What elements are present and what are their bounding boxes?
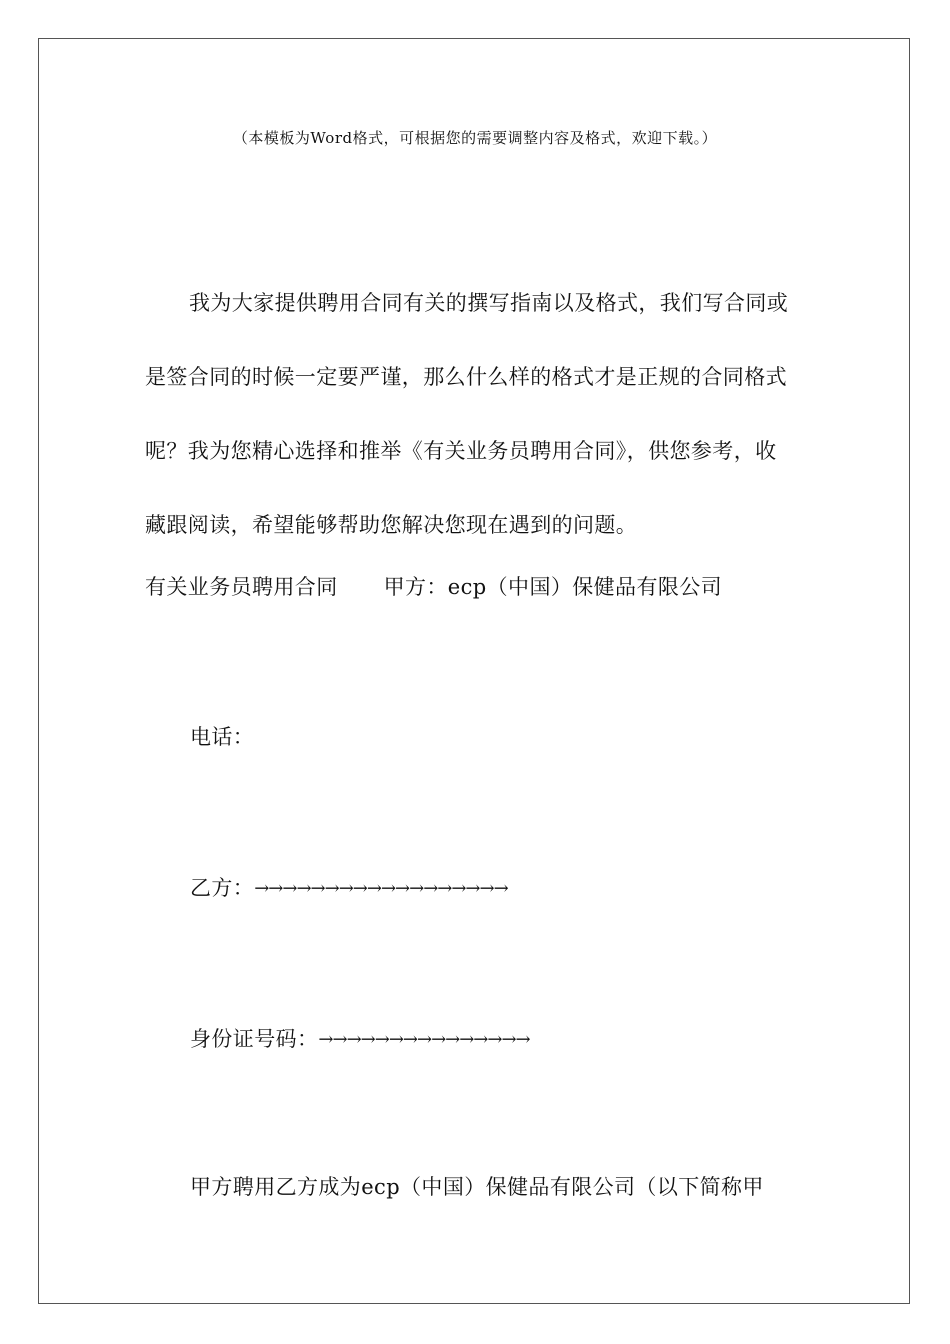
page-border: [38, 38, 910, 1304]
id-number-blank: →→→→→→→→→→→→→→→: [318, 1029, 530, 1050]
contract-title: 有关业务员聘用合同: [145, 575, 338, 599]
party-b-label: 乙方：: [190, 876, 255, 900]
party-b-line: [190, 873, 508, 904]
party-b-blank: →→→→→→→→→→→→→→→→→→: [254, 878, 508, 899]
id-number-label: 身份证号码：: [190, 1027, 319, 1051]
template-note: （本模板为Word格式，可根据您的需要调整内容及格式，欢迎下载。）: [232, 129, 718, 147]
contract-title-line: [145, 572, 722, 602]
id-number-line: [190, 1024, 530, 1055]
phone-label: 电话：: [190, 725, 255, 749]
party-a: 甲方：ecp（中国）保健品有限公司: [383, 575, 723, 599]
hire-clause: 甲方聘用乙方成为ecp（中国）保健品有限公司（以下简称甲: [190, 1175, 764, 1199]
phone-line: [190, 722, 254, 752]
intro-paragraph: 我为大家提供聘用合同有关的撰写指南以及格式，我们写合同或是签合同的时候一定要严谨，那么什么样的格式才是正规的合同格式呢？我为您精心选择和推举《有关业务员聘用合同》，供您参考，收藏跟阅读，希望能够帮助您解决您现在遇到的问题。: [145, 291, 789, 537]
